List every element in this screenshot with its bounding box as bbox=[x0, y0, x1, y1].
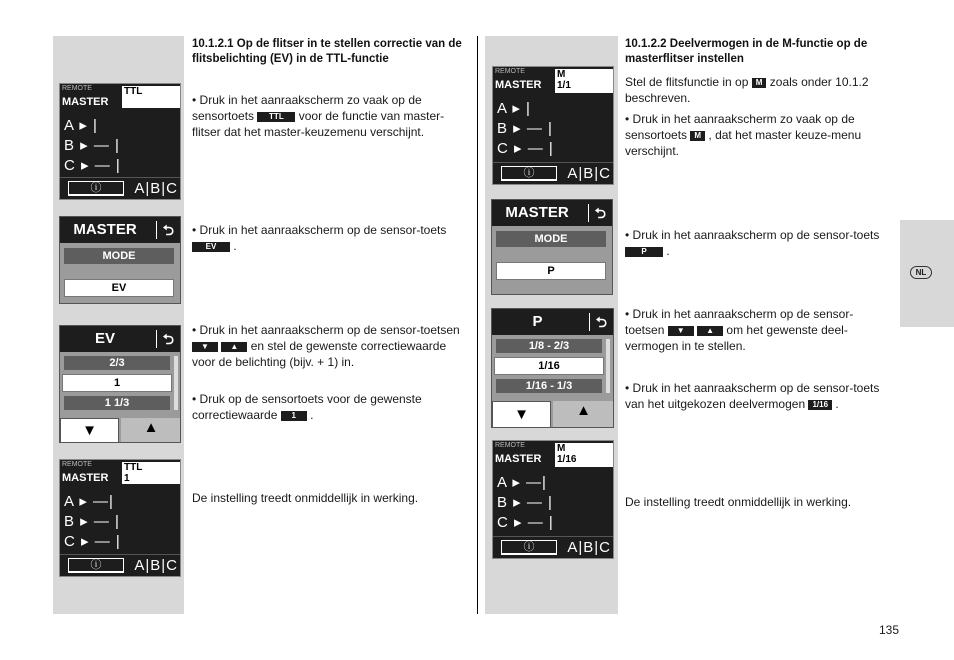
mode-box bbox=[122, 86, 180, 108]
remote-label: REMOTE bbox=[495, 442, 525, 449]
section-heading-right bbox=[625, 37, 890, 67]
heading-number: 10.1.2.1 bbox=[192, 38, 234, 50]
display-footer bbox=[493, 536, 613, 558]
display-ev-menu bbox=[59, 325, 181, 443]
display-master-menu bbox=[59, 216, 181, 304]
instruction-r1: • Druk in het aanraakscherm zo vaak op de sensortoets M , dat het master keuze-menu verschijnt. bbox=[625, 112, 862, 158]
instruction-2: • Druk in het aanraakscherm op de sensor-toets EV . bbox=[192, 223, 447, 253]
power-option[interactable]: 1/16 - 1/3 bbox=[496, 379, 602, 393]
instruction-4: • Druk op de sensortoets voor de gewenste correctiewaarde 1 . bbox=[192, 392, 422, 422]
back-icon[interactable]: ⮌ bbox=[589, 313, 607, 331]
scrollbar[interactable] bbox=[174, 356, 178, 410]
mode-box bbox=[555, 443, 613, 467]
power-option-selected[interactable]: 1/16 bbox=[494, 357, 604, 375]
remote-label: REMOTE bbox=[62, 85, 92, 92]
result-text-left: De instelling treedt onmiddellijk in werking. bbox=[192, 491, 419, 505]
language-badge: NL bbox=[910, 266, 932, 279]
row-c: C ▸ — | bbox=[497, 140, 554, 157]
instruction-r4: • Druk in het aanraakscherm op de sensor-toets van het uitgekozen deelvermogen 1/16 . bbox=[625, 381, 880, 411]
master-label: MASTER bbox=[62, 96, 109, 108]
p-key: P bbox=[625, 247, 663, 257]
row-a: A ▸ | bbox=[497, 100, 531, 117]
ev-value: 1 bbox=[124, 473, 130, 484]
heading-text: Deelvermogen in de M-functie op de masterflitser instellen bbox=[625, 38, 868, 65]
instruction-1: • Druk in het aanraakscherm zo vaak op de sensortoets TTL voor de functie van master-flitser dat het master-keuzemenu verschijnt. bbox=[192, 93, 445, 139]
mode-box bbox=[122, 462, 180, 484]
display-footer bbox=[60, 554, 180, 576]
menu-item-p[interactable]: P bbox=[496, 262, 606, 280]
heading-text: Op de flitser in te stellen correctie van de flitsbelichting (EV) in de TTL-functie bbox=[192, 38, 462, 65]
menu-header bbox=[60, 217, 180, 243]
menu-header bbox=[492, 200, 612, 226]
mode-value: M bbox=[557, 69, 566, 80]
display-master-result bbox=[492, 440, 614, 559]
info-icon[interactable]: ⓘ bbox=[501, 166, 557, 181]
power-option[interactable]: 1/8 - 2/3 bbox=[496, 339, 602, 353]
ev-key: EV bbox=[192, 242, 230, 252]
m-key: M bbox=[752, 78, 767, 88]
abc-groups[interactable]: A|B|C bbox=[567, 539, 611, 556]
section-heading-left bbox=[192, 37, 462, 67]
row-b: B ▸ — | bbox=[64, 513, 120, 530]
menu-item-mode[interactable]: MODE bbox=[496, 231, 606, 247]
display-p-menu bbox=[491, 308, 614, 428]
info-icon[interactable]: ⓘ bbox=[501, 540, 557, 555]
abc-groups[interactable]: A|B|C bbox=[134, 557, 178, 574]
abc-groups[interactable]: A|B|C bbox=[567, 165, 611, 182]
abc-groups[interactable]: A|B|C bbox=[134, 180, 178, 197]
ev-option[interactable]: 2/3 bbox=[64, 356, 170, 370]
menu-header bbox=[492, 309, 613, 335]
row-b: B ▸ — | bbox=[497, 494, 553, 511]
menu-item-ev[interactable]: EV bbox=[64, 279, 174, 297]
display-footer bbox=[493, 162, 613, 184]
remote-label: REMOTE bbox=[62, 461, 92, 468]
info-icon[interactable]: ⓘ bbox=[68, 558, 124, 573]
row-a: A ▸ | bbox=[64, 117, 98, 134]
one-key: 1 bbox=[281, 411, 307, 421]
power-value: 1/1 bbox=[557, 80, 571, 91]
up-arrow-button[interactable]: ▲ bbox=[553, 401, 614, 428]
mode-box bbox=[555, 69, 613, 93]
menu-title: P bbox=[532, 313, 543, 330]
row-b: B ▸ — | bbox=[497, 120, 553, 137]
display-master-ttl bbox=[59, 83, 181, 200]
mode-value: TTL bbox=[124, 86, 143, 97]
scrollbar[interactable] bbox=[606, 339, 610, 393]
ttl-key: TTL bbox=[257, 112, 295, 122]
row-a: A ▸ —| bbox=[497, 474, 547, 491]
m-key: M bbox=[690, 131, 705, 141]
mode-value: TTL bbox=[124, 462, 143, 473]
sixteenth-key: 1/16 bbox=[808, 400, 832, 410]
display-footer bbox=[60, 177, 180, 199]
down-key-icon: ▼ bbox=[192, 342, 218, 352]
master-label: MASTER bbox=[62, 472, 109, 484]
power-value: 1/16 bbox=[557, 454, 577, 465]
menu-title: MASTER bbox=[505, 204, 569, 221]
ev-option-selected[interactable]: 1 bbox=[62, 374, 172, 392]
info-icon[interactable]: ⓘ bbox=[68, 181, 124, 196]
up-key-icon: ▲ bbox=[221, 342, 247, 352]
row-c: C ▸ — | bbox=[64, 157, 121, 174]
master-label: MASTER bbox=[495, 453, 542, 465]
display-master-result bbox=[59, 459, 181, 577]
row-c: C ▸ — | bbox=[64, 533, 121, 550]
row-c: C ▸ — | bbox=[497, 514, 554, 531]
display-master-m bbox=[492, 66, 614, 185]
instruction-3: • Druk in het aanraakscherm op de sensor-toetsen ▼ ▲ en stel de gewenste correctiewaarde voor de belichting (bijv. + 1) in. bbox=[192, 323, 460, 369]
master-label: MASTER bbox=[495, 79, 542, 91]
column-divider bbox=[477, 36, 478, 614]
menu-item-mode[interactable]: MODE bbox=[64, 248, 174, 264]
menu-header bbox=[60, 326, 180, 352]
instruction-r2: • Druk in het aanraakscherm op de sensor-toets P . bbox=[625, 228, 880, 258]
menu-title: EV bbox=[94, 330, 115, 347]
remote-label: REMOTE bbox=[495, 68, 525, 75]
display-master-menu bbox=[491, 199, 613, 295]
back-icon[interactable]: ⮌ bbox=[156, 221, 174, 239]
up-key-icon: ▲ bbox=[697, 326, 723, 336]
ev-option[interactable]: 1 1/3 bbox=[64, 396, 170, 410]
page-number: 135 bbox=[879, 623, 900, 637]
instruction-r3: • Druk in het aanraakscherm op de sensor-toetsen ▼ ▲ om het gewenste deel-vermogen in te stellen. bbox=[625, 307, 854, 353]
intro-right: Stel de flitsfunctie in op M zoals onder 10.1.2 beschreven. bbox=[625, 75, 869, 105]
mode-value: M bbox=[557, 443, 566, 454]
row-b: B ▸ — | bbox=[64, 137, 120, 154]
down-arrow-button[interactable]: ▼ bbox=[492, 401, 551, 428]
heading-number: 10.1.2.2 bbox=[625, 38, 667, 50]
back-icon[interactable]: ⮌ bbox=[156, 330, 174, 348]
down-key-icon: ▼ bbox=[668, 326, 694, 336]
up-arrow-button[interactable]: ▲ bbox=[121, 418, 181, 443]
row-a: A ▸ —| bbox=[64, 493, 114, 510]
menu-title: MASTER bbox=[73, 221, 137, 238]
result-text-right: De instelling treedt onmiddellijk in werking. bbox=[625, 495, 852, 509]
back-icon[interactable]: ⮌ bbox=[588, 204, 606, 222]
down-arrow-button[interactable]: ▼ bbox=[60, 418, 119, 443]
